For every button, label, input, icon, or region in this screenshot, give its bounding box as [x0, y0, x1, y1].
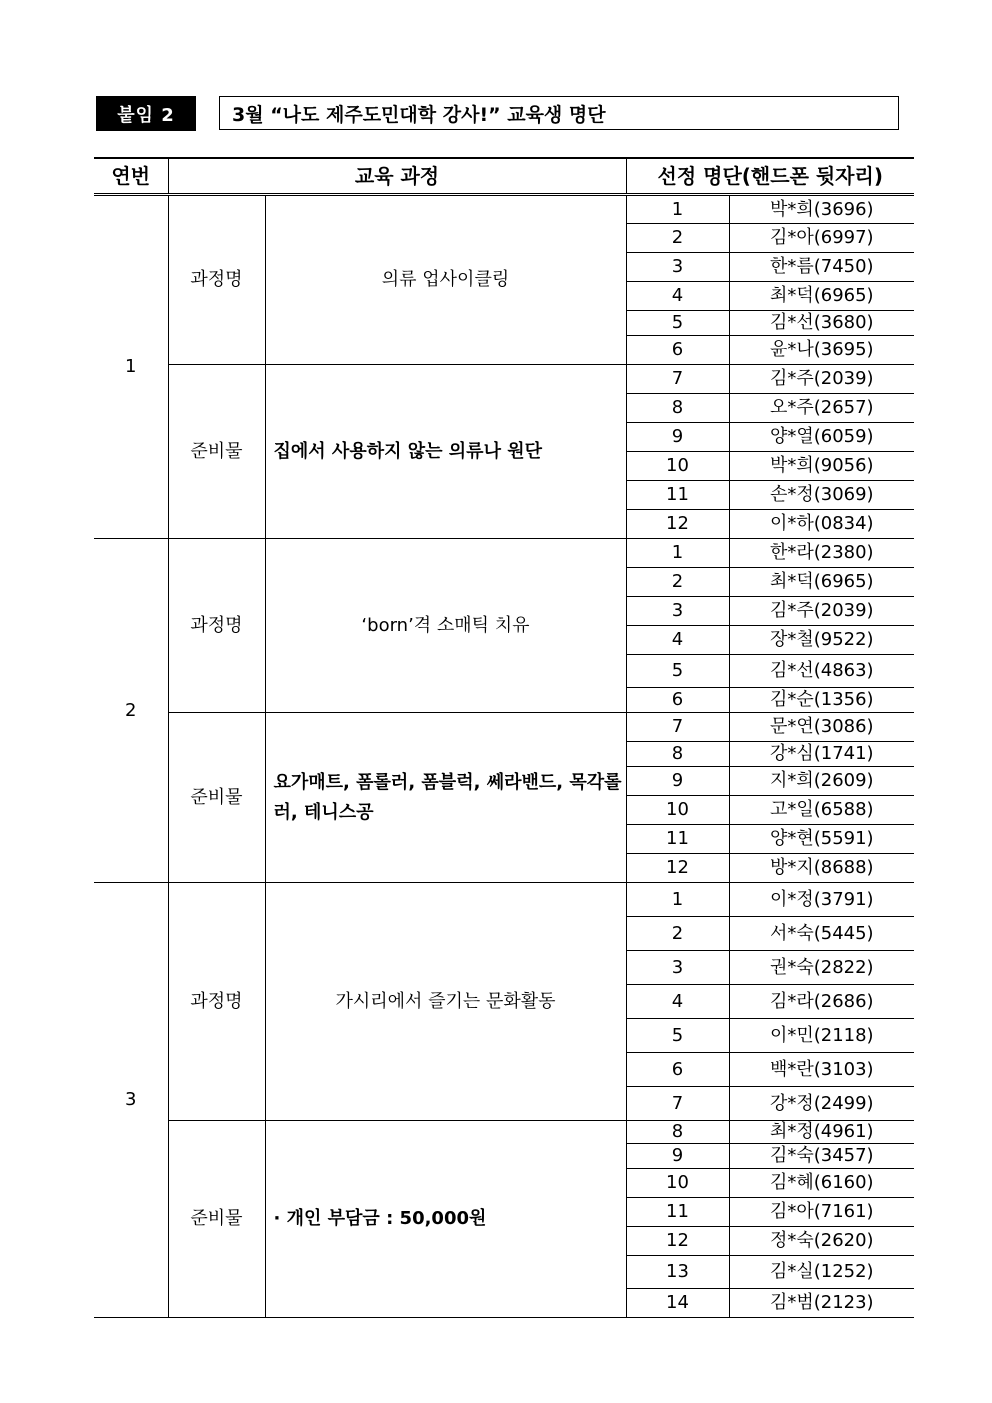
entry-name: 손*정(3069) [729, 481, 914, 510]
entry-name: 고*일(6588) [729, 796, 914, 825]
entry-name: 양*열(6059) [729, 423, 914, 452]
entry-index: 12 [626, 1227, 729, 1256]
materials-value: 요가매트, 폼롤러, 폼블럭, 쎄라밴드, 목각롤러, 테니스공 [265, 713, 626, 883]
entry-index: 9 [626, 1144, 729, 1169]
entry-name: 김*아(7161) [729, 1198, 914, 1227]
table-row [94, 195, 914, 224]
entry-index: 11 [626, 1198, 729, 1227]
table-row [94, 1121, 914, 1144]
entry-name: 강*심(1741) [729, 742, 914, 767]
entry-index: 1 [626, 539, 729, 568]
materials-value: 집에서 사용하지 않는 의류나 원단 [265, 365, 626, 539]
entry-index: 8 [626, 1121, 729, 1144]
attachment-badge: 붙임 2 [96, 96, 196, 131]
entry-name: 정*숙(2620) [729, 1227, 914, 1256]
entry-name: 지*희(2609) [729, 767, 914, 796]
document-title: 3월 “나도 제주도민대학 강사!” 교육생 명단 [219, 96, 899, 130]
entry-index: 14 [626, 1289, 729, 1318]
group-number: 3 [94, 883, 168, 1318]
entry-index: 7 [626, 1087, 729, 1121]
entry-index: 10 [626, 452, 729, 481]
entry-name: 양*현(5591) [729, 825, 914, 854]
entry-index: 3 [626, 951, 729, 985]
entry-name: 한*라(2380) [729, 539, 914, 568]
entry-name: 장*철(9522) [729, 626, 914, 655]
entry-name: 김*순(1356) [729, 688, 914, 713]
entry-index: 11 [626, 481, 729, 510]
entry-index: 4 [626, 985, 729, 1019]
entry-index: 9 [626, 423, 729, 452]
entry-name: 방*지(8688) [729, 854, 914, 883]
table-header-row [94, 158, 914, 195]
entry-name: 이*민(2118) [729, 1019, 914, 1053]
entry-name: 강*정(2499) [729, 1087, 914, 1121]
course-name-value: 가시리에서 즐기는 문화활동 [265, 883, 626, 1121]
materials-label: 준비물 [168, 365, 265, 539]
entry-index: 7 [626, 713, 729, 742]
entry-index: 1 [626, 883, 729, 917]
entry-index: 2 [626, 224, 729, 253]
entry-index: 5 [626, 1019, 729, 1053]
entry-name: 김*숙(3457) [729, 1144, 914, 1169]
entry-name: 이*정(3791) [729, 883, 914, 917]
entry-name: 권*숙(2822) [729, 951, 914, 985]
entry-name: 박*희(3696) [729, 195, 914, 224]
entry-index: 2 [626, 917, 729, 951]
entry-name: 김*혜(6160) [729, 1169, 914, 1198]
entry-index: 9 [626, 767, 729, 796]
entry-name: 김*주(2039) [729, 597, 914, 626]
entry-name: 김*아(6997) [729, 224, 914, 253]
entry-index: 7 [626, 365, 729, 394]
entry-index: 12 [626, 854, 729, 883]
entry-index: 8 [626, 742, 729, 767]
entry-name: 김*선(4863) [729, 655, 914, 688]
entry-index: 12 [626, 510, 729, 539]
course-name-label: 과정명 [168, 195, 265, 365]
entry-name: 윤*나(3695) [729, 336, 914, 365]
materials-label: 준비물 [168, 713, 265, 883]
table-row [94, 365, 914, 394]
entry-name: 김*범(2123) [729, 1289, 914, 1318]
entry-index: 3 [626, 597, 729, 626]
entry-name: 김*선(3680) [729, 311, 914, 336]
entry-name: 김*실(1252) [729, 1256, 914, 1289]
entry-index: 11 [626, 825, 729, 854]
entry-index: 6 [626, 1053, 729, 1087]
materials-label: 준비물 [168, 1121, 265, 1318]
entry-name: 김*라(2686) [729, 985, 914, 1019]
entry-index: 10 [626, 1169, 729, 1198]
entry-name: 문*연(3086) [729, 713, 914, 742]
entry-index: 8 [626, 394, 729, 423]
entry-index: 1 [626, 195, 729, 224]
entry-index: 6 [626, 688, 729, 713]
entry-index: 13 [626, 1256, 729, 1289]
entry-name: 박*희(9056) [729, 452, 914, 481]
entry-name: 최*덕(6965) [729, 282, 914, 311]
group-number: 1 [94, 195, 168, 539]
column-header-no: 연번 [94, 158, 168, 195]
table-row [94, 713, 914, 742]
group-number: 2 [94, 539, 168, 883]
course-name-value: ‘born’격 소매틱 치유 [265, 539, 626, 713]
entry-name: 최*정(4961) [729, 1121, 914, 1144]
entry-name: 백*란(3103) [729, 1053, 914, 1087]
entry-name: 김*주(2039) [729, 365, 914, 394]
entry-index: 4 [626, 626, 729, 655]
course-name-value: 의류 업사이클링 [265, 195, 626, 365]
entry-name: 서*숙(5445) [729, 917, 914, 951]
table-row [94, 883, 914, 917]
roster-body [94, 195, 914, 1318]
entry-index: 4 [626, 282, 729, 311]
entry-index: 5 [626, 655, 729, 688]
course-name-label: 과정명 [168, 883, 265, 1121]
materials-value: · 개인 부담금 : 50,000원 [265, 1121, 626, 1318]
entry-name: 최*덕(6965) [729, 568, 914, 597]
roster-table [94, 157, 914, 1318]
entry-index: 3 [626, 253, 729, 282]
entry-name: 한*름(7450) [729, 253, 914, 282]
course-name-label: 과정명 [168, 539, 265, 713]
entry-name: 이*하(0834) [729, 510, 914, 539]
entry-index: 2 [626, 568, 729, 597]
table-row [94, 539, 914, 568]
entry-name: 오*주(2657) [729, 394, 914, 423]
column-header-selected: 선정 명단(핸드폰 뒷자리) [626, 158, 914, 195]
entry-index: 5 [626, 311, 729, 336]
column-header-course: 교육 과정 [168, 158, 626, 195]
entry-index: 6 [626, 336, 729, 365]
entry-index: 10 [626, 796, 729, 825]
